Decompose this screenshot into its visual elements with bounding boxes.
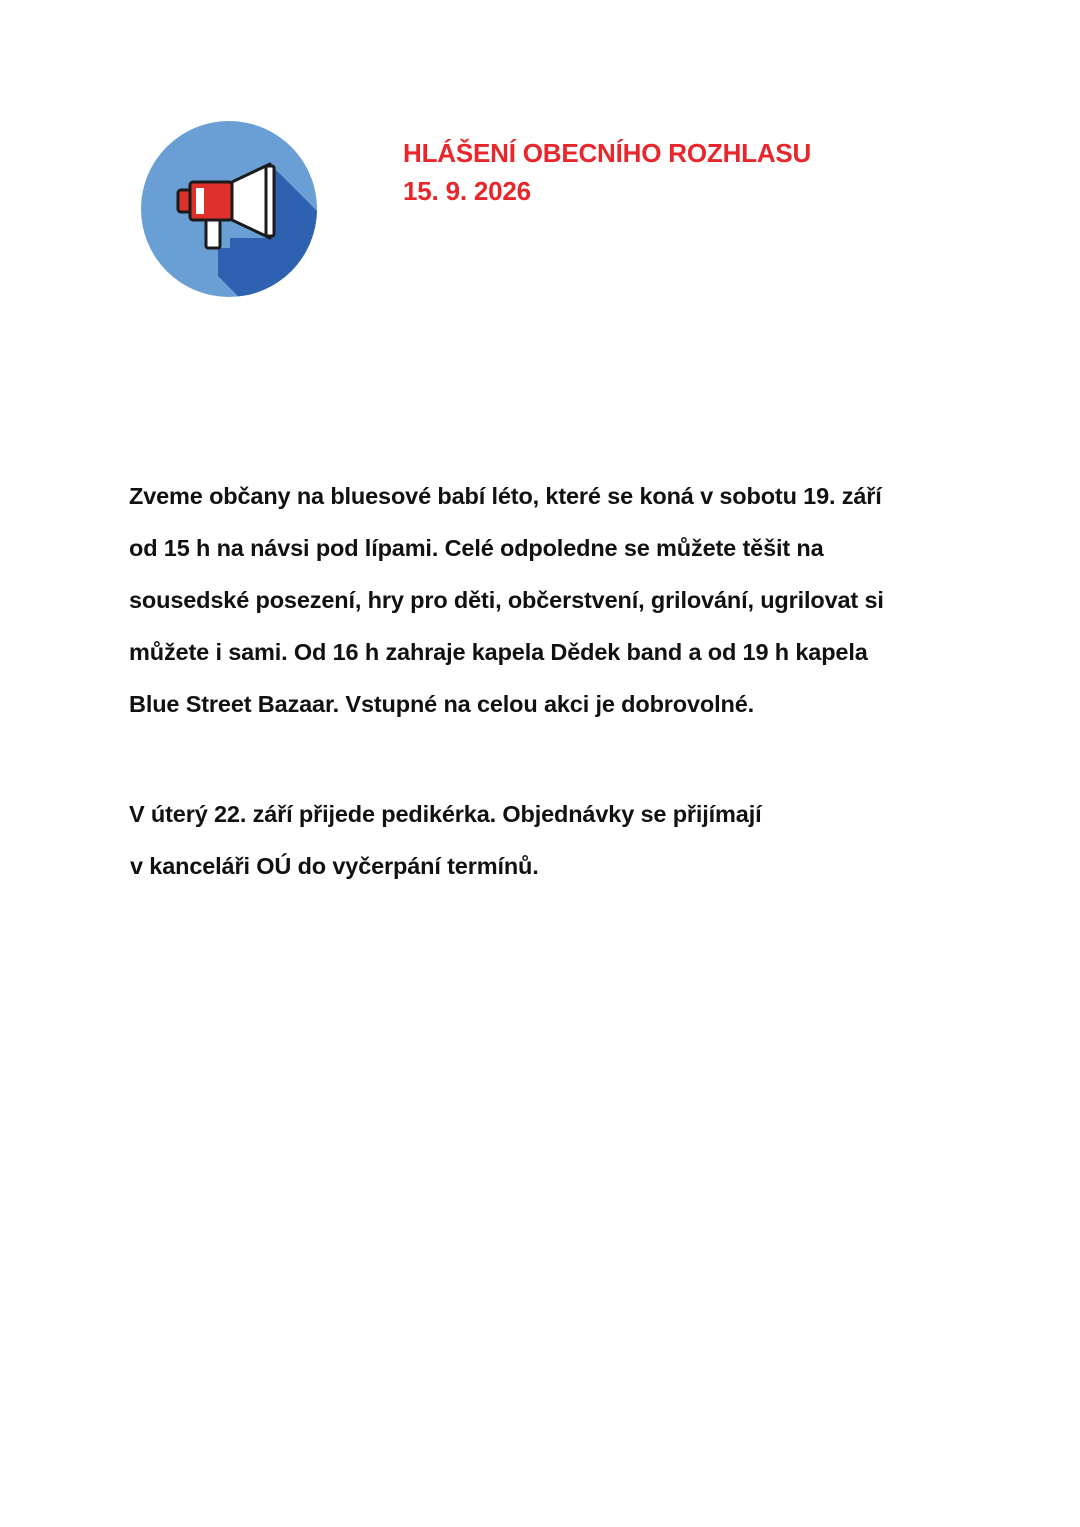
text-line: Zveme občany na bluesové babí léto, které se koná v sobotu 19. září [129,483,882,509]
text-line: od 15 h na návsi pod lípami. Celé odpoledne se můžete těšit na [129,535,824,561]
announcement-paragraph-2 [129,788,969,892]
text-line: sousedské posezení, hry pro děti, občerstvení, grilování, ugrilovat si [129,587,884,613]
page-title: HLÁŠENÍ OBECNÍHO ROZHLASU [403,138,812,168]
megaphone-logo [140,120,318,298]
text-line: V úterý 22. září přijede pedikérka. Objednávky se přijímají [129,801,762,827]
announcement-paragraph-1 [129,470,969,730]
text-line: Blue Street Bazaar. Vstupné na celou akci je dobrovolné. [129,691,754,717]
announcement-heading [403,134,811,210]
megaphone-icon [140,120,318,298]
text-line: v kanceláři OÚ do vyčerpání termínů. [130,853,539,879]
announcement-date: 15. 9. 2026 [403,176,531,206]
text-line: můžete i sami. Od 16 h zahraje kapela Dědek band a od 19 h kapela [129,639,868,665]
